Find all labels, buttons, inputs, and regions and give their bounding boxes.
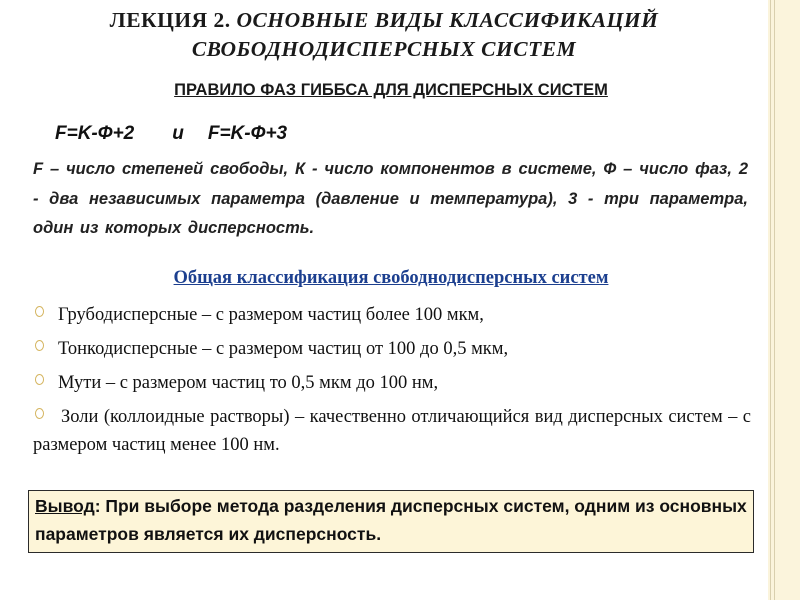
- slide-subtitle: ПРАВИЛО ФАЗ ГИББСА ДЛЯ ДИСПЕРСНЫХ СИСТЕМ: [174, 81, 608, 99]
- definition-paragraph: F – число степеней свободы, К - число компонентов в системе, Ф – число фаз, 2 - два независимых параметра (давление и температура), 3 - три параметра, один из которых дисперсность.: [33, 160, 748, 237]
- circle-bullet-icon: [35, 340, 44, 351]
- list-item-text: Золи (коллоидные растворы) – качественно отличающийся вид дисперсных систем – с размером частиц менее 100 нм.: [33, 407, 751, 455]
- formula-connector: и: [172, 123, 184, 144]
- title-line-2-text: СВОБОДНОДИСПЕРСНЫХ СИСТЕМ: [191, 37, 577, 61]
- formula-first: F=K-Ф+2: [55, 123, 135, 144]
- list-item: [33, 369, 751, 403]
- title-line-1-text: ОСНОВНЫЕ ВИДЫ КЛАССИФИКАЦИЙ: [236, 8, 659, 32]
- list-item: [33, 403, 751, 459]
- conclusion-text: При выборе метода разделения дисперсных систем, одним из основных параметров является их дисперсность.: [35, 496, 747, 544]
- slide-title: [0, 6, 768, 64]
- title-line-1: [0, 6, 768, 35]
- list-item-text: Тонкодисперсные – с размером частиц от 100 до 0,5 мкм,: [58, 339, 509, 359]
- list-item-text: Мути – с размером частиц то 0,5 мкм до 100 нм,: [58, 373, 439, 393]
- classification-list: [33, 301, 751, 459]
- title-prefix: ЛЕКЦИЯ 2.: [109, 8, 231, 32]
- conclusion-separator: :: [94, 496, 106, 516]
- formula-second: F=K-Ф+3: [207, 123, 288, 144]
- section-heading: Общая классификация свободнодисперсных систем: [173, 268, 609, 288]
- circle-bullet-icon: [35, 306, 44, 317]
- conclusion-box: [28, 490, 754, 553]
- circle-bullet-icon: [35, 374, 44, 385]
- conclusion-lead: Вывод: [35, 496, 95, 516]
- circle-bullet-icon: [35, 408, 44, 419]
- gibbs-formula: [55, 123, 287, 145]
- list-item: [33, 335, 751, 369]
- list-item: [33, 301, 751, 335]
- list-item-text: Грубодисперсные – с размером частиц более 100 мкм,: [58, 305, 484, 325]
